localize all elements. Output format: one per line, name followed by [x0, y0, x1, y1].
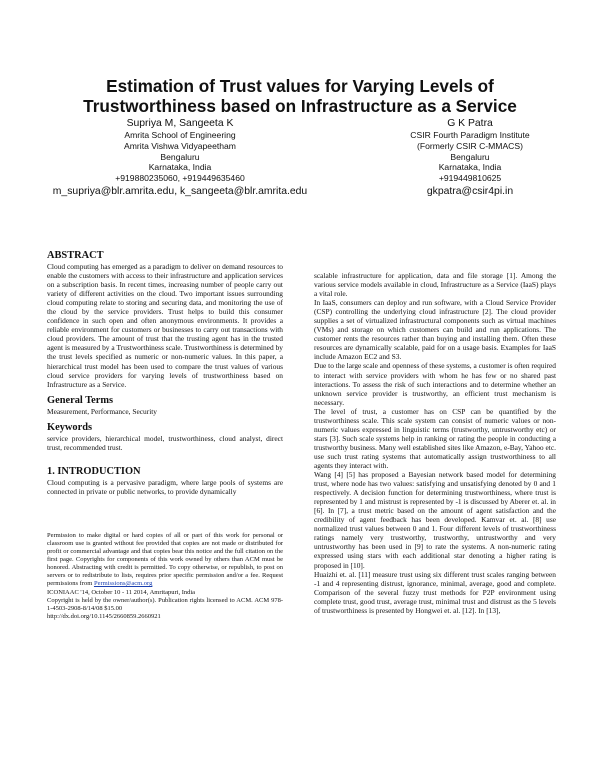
- author-city: Bengaluru: [450, 151, 490, 162]
- keywords-text: service providers, hierarchical model, trustworthiness, cloud analyst, direct trust, recommended trust.: [47, 433, 283, 452]
- author-email: m_supriya@blr.amrita.edu, k_sangeeta@blr.amrita.edu: [52, 185, 308, 197]
- left-column: [47, 250, 283, 621]
- conference-info: ICONIAAC '14, October 10 - 11 2014, Amritapuri, India: [47, 588, 196, 596]
- copyright-info: Copyright is held by the owner/author(s). Publication rights licensed to ACM. ACM 978-1-4503-2908-8/14/08 $15.00: [47, 596, 283, 612]
- permission-text: Permission to make digital or hard copies of all or part of this work for personal or classroom use is granted without fee provided that copies are not made or distributed for profit or commercial advantage and that copies bear this notice and the full citation on the first page. Copyrights for components of this work owned by others than ACM must be honored. Abstracting with credit is permitted. To copy otherwise, or republish, to post on servers or to redistribute to lists, requires prior specific permission and/or a fee. Request permissions from: [47, 531, 283, 588]
- permissions-email-link[interactable]: Permissions@acm.org: [93, 580, 153, 588]
- author-state: Karnataka, India: [438, 162, 502, 173]
- author-state: Karnataka, India: [148, 162, 212, 173]
- author-block-right: [360, 118, 580, 198]
- author-names: G K Patra: [447, 118, 493, 129]
- body-paragraph: The level of trust, a customer has on CSP can be quantified by the trustworthiness scale. This scale system can consist of numeric values or non-numeric values expressed in linguistic terms (trustworthy, untrustworthy etc) or stars [3]. Such scale systems help in ranking or rating the people in conducting a trustworthy business. Many well established sites like Amazon, e-Bay, Yahoo etc. use such trust rating systems that automatically assign trustworthiness to all agents they interact with.: [314, 406, 556, 470]
- body-paragraph: scalable infrastructure for application, data and file storage [1]. Among the various service models available in cloud, Infrastructure as a Service (IaaS) plays a vital role.: [314, 271, 556, 299]
- intro-heading: 1. INTRODUCTION: [47, 465, 141, 477]
- author-phone: +919880235060, +919449635460: [115, 173, 245, 184]
- title-line-2: Trustworthiness based on Infrastructure as a Service: [83, 96, 517, 116]
- doi-link[interactable]: http://dx.doi.org/10.1145/2660859.2660921: [47, 612, 161, 620]
- general-terms-text: Measurement, Performance, Security: [47, 406, 157, 416]
- general-terms-heading: General Terms: [47, 394, 114, 406]
- permission-notice: [47, 532, 283, 589]
- author-names: Supriya M, Sangeeta K: [126, 118, 234, 129]
- body-paragraph: In IaaS, consumers can deploy and run software, with a Cloud Service Provider (CSP) controlling the underlying cloud infrastructure [2]. The cloud provider supplies a set of virtualized infrastructural components such as virtual machines (VMs) and storage on which customers can build and run applications. The customer rents the resources rather than buying and installing them. Often these resources are dynamically scalable, paid for on a usage basis. Examples for IaaS include Amazon EC2 and S3.: [314, 298, 556, 362]
- body-paragraph: Wang [4] [5] has proposed a Bayesian network based model for determining trust, where node has two values: satisfying and unsatisfying denoted by 0 and 1 respectively. A decision function for determining trustworthiness, where trust is represented by 1 and mistrust is represented by -1 is discussed by Aberer et. al. in [6]. In [7], a trust metric based on the amount of agent satisfaction and the credibility of agent feedback has been developed. Kamvar et. al. [8] use normalized trust values between 0 and 1. Four different levels of trustworthiness ratings namely very trustworthy, trustworthy, untrustworthy and very untrustworthy has been used in [9] to rate the systems. A non-numeric rating expressed using stars with each additional star denoting a higher rating is proposed in [10].: [314, 470, 556, 570]
- body-paragraph: Huaizhi et. al. [11] measure trust using six different trust scales ranging between -1 and 4 representing distrust, ignorance, minimal, average, good and complete. Comparison of the several fuzzy trust methods for P2P environment using complete trust, good trust, average trust, minimal trust and distrust as the 5 levels of trustworthiness is presented by Hongwei et. al. [12]. In [13],: [314, 569, 556, 615]
- body-paragraph: Due to the large scale and openness of these systems, a customer is often required to interact with service providers with whom he has few or no shared past interactions. To assess the risk of such interactions and to determine whether an unknown service provider is trustworthy, an efficient trust mechanism is necessary.: [314, 361, 556, 407]
- right-column: [314, 271, 556, 615]
- intro-text: Cloud computing is a pervasive paradigm, where large pools of systems are connected in private or public networks, to provide dynamically: [47, 477, 283, 496]
- title-line-1: Estimation of Trust values for Varying Levels of: [106, 76, 494, 96]
- author-affiliation: Amrita Vishwa Vidyapeetham: [124, 140, 236, 151]
- author-affiliation: CSIR Fourth Paradigm Institute: [410, 130, 530, 140]
- keywords-heading: Keywords: [47, 421, 93, 433]
- author-affiliation: (Formerly CSIR C-MMACS): [417, 140, 523, 151]
- author-city: Bengaluru: [160, 151, 200, 162]
- paper-title: [30, 76, 570, 116]
- abstract-heading: ABSTRACT: [47, 250, 104, 261]
- author-email: gkpatra@csir4pi.in: [426, 185, 514, 197]
- author-block-left: [15, 118, 345, 198]
- abstract-text: Cloud computing has emerged as a paradigm to deliver on demand resources to enable the customers with access to their infrastructure and application services on a subscription basis. In recent times, increasing number of people carry out variety of different activities on the cloud. Two important issues surrounding cloud computing relate to storing and securing data, and monitoring the use of the cloud by the service providers. Trust helps to build this consumer confidence in such open and often anonymous environments. It provides a reliable environment for customers or businesses to carry out transactions with cloud providers. The amount of trust that the trusting agent has in the trusted agent is measured by a Trustworthiness scale. Trustworthiness is determined by the trust levels specified as numeric or non-numeric values. In this paper, a hierarchical trust model has been used to compare the trust values of various cloud service providers for varying levels of trustworthiness based on Infrastructure as a Service.: [47, 262, 283, 389]
- author-phone: +919449810625: [438, 173, 502, 184]
- author-affiliation: Amrita School of Engineering: [124, 130, 236, 140]
